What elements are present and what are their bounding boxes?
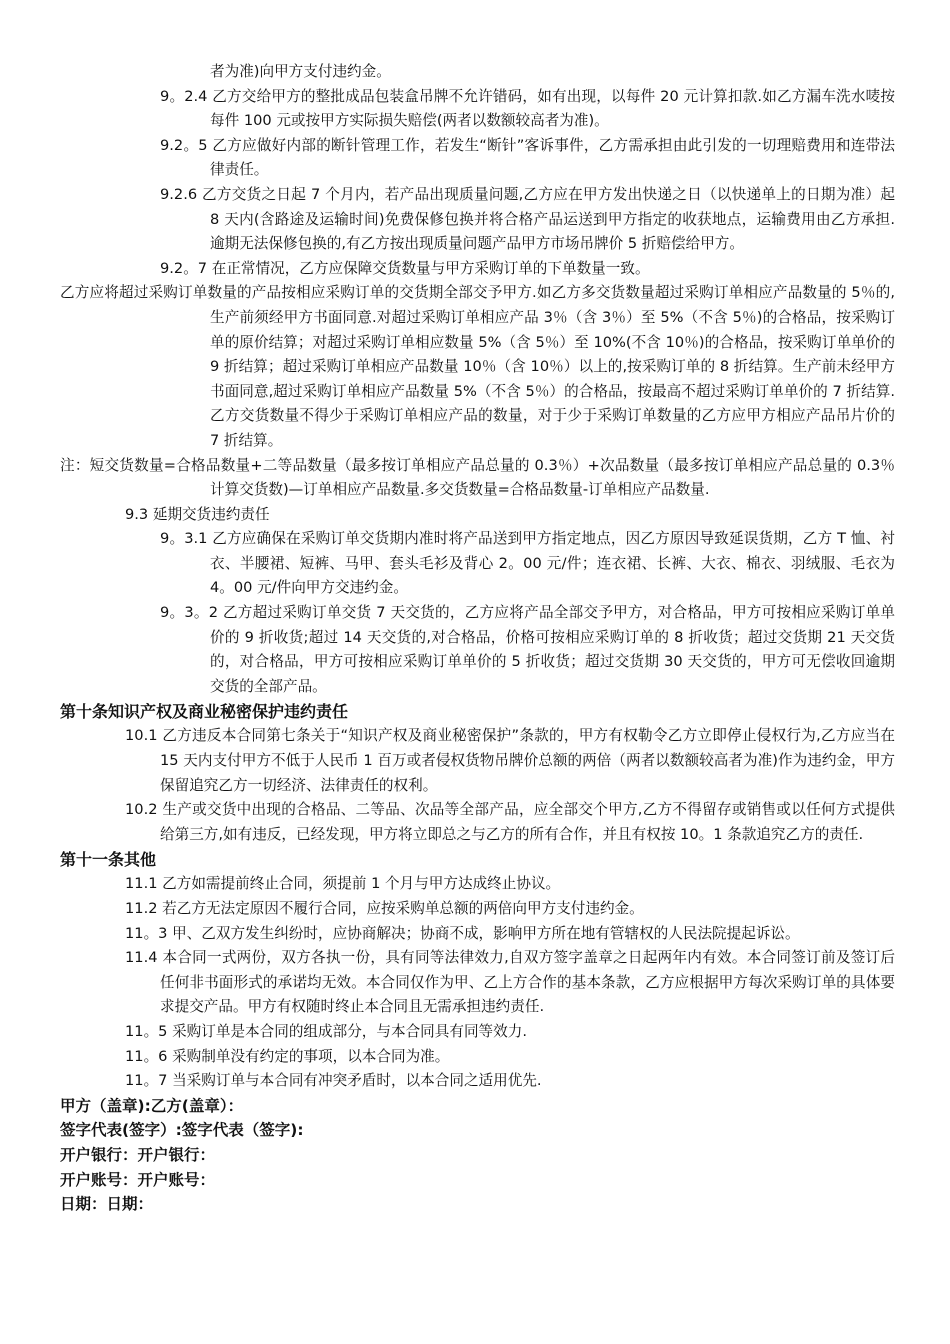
clause-paragraph: 9。3.1 乙方应确保在采购订单交货期内准时将产品送到甲方指定地点，因乙方原因导致延误货期，乙方 T 恤、衬衣、半腰裙、短裤、马甲、套头毛衫及背心 2。00 元/件；连衣裙、长裤、大衣、棉衣、羽绒服、毛衣为 4。00 元/件向甲方交违约金。 bbox=[160, 530, 895, 597]
signature-representative: 签字代表(签字）:签字代表（签字): bbox=[60, 1121, 304, 1140]
document-page bbox=[0, 60, 950, 1217]
signature-party-seal: 甲方（盖章):乙方(盖章）： bbox=[60, 1096, 244, 1115]
section-11-body bbox=[0, 872, 950, 1093]
clause-paragraph: 9.3 延期交货违约责任 bbox=[125, 505, 270, 523]
clause-paragraph: 9.2。7 在正常情况，乙方应保障交货数量与甲方采购订单的下单数量一致。 bbox=[160, 259, 650, 277]
section-11-item: 11。3 甲、乙双方发生纠纷时，应协商解决；协商不成，影响甲方所在地有管辖权的人民法院提起诉讼。 bbox=[125, 924, 800, 942]
section-10-body bbox=[0, 724, 950, 847]
clause-paragraph: 注：短交货数量=合格品数量+二等品数量（最多按订单相应产品总量的 0.3％）+次品数量（最多按订单相应产品总量的 0.3％计算交货数)—订单相应产品数量.多交货数量=合格品数量-订单相应产品数量. bbox=[60, 456, 895, 499]
section-11-heading: 第十一条其他 bbox=[60, 850, 157, 870]
section-10-heading: 第十条知识产权及商业秘密保护违约责任 bbox=[60, 702, 349, 722]
section-10-item: 10.2 生产或交货中出现的合格品、二等品、次品等全部产品，应全部交个甲方,乙方不得留存或销售或以任何方式提供给第三方,如有违反，已经发现，甲方将立即总之与乙方的所有合作，并且有权按 10。1 条款追究乙方的责任. bbox=[125, 801, 895, 843]
section-11-item: 11。5 采购订单是本合同的组成部分，与本合同具有同等效力. bbox=[125, 1022, 527, 1040]
section-10-item: 10.1 乙方违反本合同第七条关于“知识产权及商业秘密保护”条款的，甲方有权勒令乙方立即停止侵权行为,乙方应当在 15 天内支付甲方不低于人民币 1 百万或者侵权货物吊牌价总额的两倍（两者以数额较高者为准)作为违约金，甲方保留追究乙方一切经济、法律责任的权利。 bbox=[125, 727, 895, 794]
clause-paragraph: 乙方应将超过采购订单数量的产品按相应采购订单的交货期全部交予甲方.如乙方多交货数量超过采购订单相应产品数量的 5％的,生产前须经甲方书面同意.对超过采购订单相应产品 3％（含 3％）至 5%（不含 5％)的合格品，按采购订单的原价结算；对超过采购订单相应数量 5%（含 5％）至 10%(不含 10％)的合格品，按采购订单单价的 9 折结算；超过采购订单相应产品数量 10％（含 10％）以上的,按采购订单的 8 折结算。生产前未经甲方书面同意,超过采购订单相应产品数量 5%（不含 5％）的合格品，按最高不超过采购订单单价的 7 折结算.乙方交货数量不得少于采购订单相应产品的数量，对于少于采购订单数量的乙方应甲方相应产品吊片价的 7 折结算。 bbox=[60, 284, 895, 449]
section-11-item: 11。7 当采购订单与本合同有冲突矛盾时，以本合同之适用优先. bbox=[125, 1072, 542, 1090]
section-11-item: 11。6 采购制单没有约定的事项，以本合同为准。 bbox=[125, 1047, 450, 1065]
signature-date: 日期：日期： bbox=[60, 1195, 154, 1214]
clause-paragraph: 9。3。2 乙方超过采购订单交货 7 天交货的，乙方应将产品全部交予甲方，对合格品，甲方可按相应采购订单单价的 9 折收货;超过 14 天交货的,对合格品，价格可按相应采购订单的 8 折收货；超过交货期 21 天交货的，对合格品，甲方可按相应采购订单单价的 5 折收货；超过交货期 30 天交货的，甲方可无偿收回逾期交货的全部产品。 bbox=[160, 604, 895, 695]
clause-paragraph: 者为准)向甲方支付违约金。 bbox=[210, 63, 391, 80]
clause-9-continued bbox=[0, 60, 950, 699]
section-11-item: 11.4 本合同一式两份，双方各执一份，具有同等法律效力,自双方签字盖章之日起两年内有效。本合同签订前及签订后任何非书面形式的承诺均无效。本合同仅作为甲、乙上方合作的基本条款，乙方应根据甲方每次采购订单的具体要求提交产品。甲方有权随时终止本合同且无需承担违约责任. bbox=[125, 949, 895, 1016]
section-11-item: 11.2 若乙方无法定原因不履行合同，应按采购单总额的两倍向甲方支付违约金。 bbox=[125, 900, 644, 917]
signature-bank: 开户银行：开户银行： bbox=[60, 1145, 216, 1164]
signature-account: 开户账号：开户账号： bbox=[60, 1170, 216, 1189]
clause-paragraph: 9.2。5 乙方应做好内部的断针管理工作，若发生“断针”客诉事件，乙方需承担由此引发的一切理赔费用和连带法律责任。 bbox=[160, 136, 895, 179]
clause-paragraph: 9.2.6 乙方交货之日起 7 个月内，若产品出现质量问题,乙方应在甲方发出快递之日（以快递单上的日期为准）起 8 天内(含路途及运输时间)免费保修包换并将合格产品运送到甲方指定的收获地点，运输费用由乙方承担.逾期无法保修包换的,有乙方按出现质量问题产品甲方市场吊牌价 5 折赔偿给甲方。 bbox=[160, 185, 895, 253]
section-11-item: 11.1 乙方如需提前终止合同，须提前 1 个月与甲方达成终止协议。 bbox=[125, 875, 561, 893]
clause-paragraph: 9。2.4 乙方交给甲方的整批成品包装盒吊牌不允许错码，如有出现，以每件 20 元计算扣款.如乙方漏车洗水唛按每件 100 元或按甲方实际损失赔偿(两者以数额较高者为准)。 bbox=[160, 87, 895, 130]
